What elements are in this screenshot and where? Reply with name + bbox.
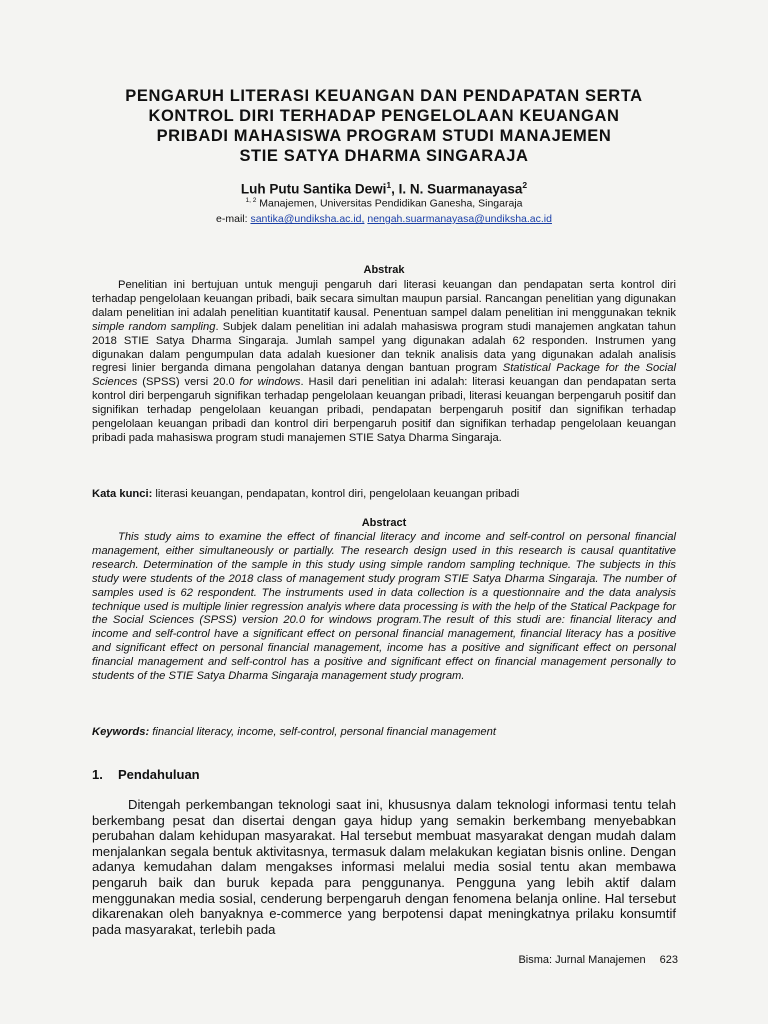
abstract-heading: Abstract xyxy=(361,517,407,529)
abstrak-text: . Subjek dalam penelitian ini adalah mahasiswa program studi manajemen angkatan tahun 2018 STIE Satya Dharma Singaraja. Jumlah sampel yang digunakan adalah 62 responden. Instrumen yang digunakan dalam pengumpulan data adalah kuesioner dan teknik analisis data yang digunakan adalah analisis regresi linier berganda dimana pengolahan datanya dengan bantuan program xyxy=(92,320,677,375)
keywords-label: Keywords: xyxy=(92,726,150,738)
abstract-paragraph xyxy=(92,531,676,684)
abstrak-italic: simple random sampling xyxy=(92,320,216,333)
email-link[interactable]: santika@undiksha.ac.id, xyxy=(250,213,365,225)
keywords xyxy=(92,726,676,738)
page-number: 623 xyxy=(659,954,678,966)
affiliation xyxy=(60,197,708,210)
affiliation-mark: 1, 2 xyxy=(245,197,257,204)
abstrak-italic: Statistical Package for the Social Sciences xyxy=(92,362,676,389)
email-label: e-mail: xyxy=(216,213,251,225)
abstract-text: This study aims to examine the effect of financial literacy and income and self-control on personal financial management, either simultaneously or partially. The research design used in this research is causal quantitative research. Determination of the sample in this study using simple random sampling technique. The subjects in this study were students of the 2018 class of management study program STIE Satya Dharma Singaraja. The number of samples used is 62 respondent. The instruments used in data collection is a questionnaire and the data analysis technique used is multiple linier regression analyis where data processing is with the help of the Statical Packpage for the Social Sciences (SPSS) version 20.0 for windows program.The result of this studi are: financial literacy and income and self-control have a significant effect on personal financial management, financial literacy has a positive and significant effect on personal financial management, income has a positive and significant effect on personal financial management and self-control has a positive and significant effect on financial management personally to students of the STIE Satya Dharma Singaraja management study program. xyxy=(92,531,676,683)
author-affiliation-mark: 2 xyxy=(522,180,528,190)
keywords-text: financial literacy, income, self-control, personal financial management xyxy=(149,726,496,738)
kata-kunci-text: literasi keuangan, pendapatan, kontrol diri, pengelolaan keuangan pribadi xyxy=(152,488,520,500)
abstrak-italic: for windows xyxy=(239,376,301,389)
abstrak-text: . Hasil dari penelitian ini adalah: literasi keuangan dan pendapatan serta kontrol diri berpengaruh signifikan terhadap pengelolaan keuangan pribadi, literasi keuangan berpengaruh positif dan signifikan terhadap pengelolaan keuangan pribadi, pendapatan berpengaruh positif dan signifikan terhadap pengelolaan keuangan pribadi dan kontrol diri berpengaruh positif dan signifikan terhadap pengelolaan keuangan pribadi pada mahasiswa program studi manajemen STIE Satya Dharma Singaraja. xyxy=(92,376,676,444)
body-paragraph xyxy=(92,797,676,937)
section-title: Pendahuluan xyxy=(118,767,200,782)
author-name: Luh Putu Santika Dewi xyxy=(240,181,387,197)
paper-title xyxy=(60,86,708,166)
kata-kunci xyxy=(92,488,676,500)
title-line: KONTROL DIRI TERHADAP PENGELOLAAN KEUANGAN xyxy=(148,107,620,125)
section-heading xyxy=(92,767,200,782)
title-line: STIE SATYA DHARMA SINGARAJA xyxy=(239,147,529,165)
abstrak-paragraph xyxy=(92,279,676,446)
affiliation-text: Manajemen, Universitas Pendidikan Ganesha, Singaraja xyxy=(256,197,523,210)
email-link[interactable]: nengah.suarmanayasa@undiksha.ac.id xyxy=(367,213,552,225)
abstrak-heading: Abstrak xyxy=(363,264,405,276)
section-number: 1. xyxy=(92,767,103,782)
title-line: PRIBADI MAHASISWA PROGRAM STUDI MANAJEMEN xyxy=(156,127,612,145)
abstrak-text: Penelitian ini bertujuan untuk menguji pengaruh dari literasi keuangan dan pendapatan serta kontrol diri terhadap pengelolaan keuangan pribadi, baik secara simultan maupun parsial. Rancangan penelitian yang digunakan dalam penelitian ini adalah penelitian kuantitatif kausal. Penentuan sampel dalam penelitian ini menggunakan teknik xyxy=(92,279,676,319)
email-line xyxy=(60,213,708,225)
kata-kunci-label: Kata kunci: xyxy=(92,488,153,500)
title-line: PENGARUH LITERASI KEUANGAN DAN PENDAPATAN SERTA xyxy=(125,87,643,105)
author-name: I. N. Suarmanayasa xyxy=(398,181,523,197)
abstrak-text: (SPSS) versi 20.0 xyxy=(137,376,240,389)
author-list xyxy=(60,180,708,197)
author-affiliation-mark: 1 xyxy=(386,180,392,190)
journal-name: Bisma: Jurnal Manajemen xyxy=(518,954,646,966)
author-separator: , xyxy=(391,181,399,197)
page-footer xyxy=(518,954,678,966)
body-text: Ditengah perkembangan teknologi saat ini, khususnya dalam teknologi informasi tentu telah berkembang pesat dan disertai dengan gaya hidup yang semakin berkembang menyebabkan perubahan dalam kehidupan masyarakat. Hal tersebut membuat masyarakat dengan mudah dalam menjalankan segala bentuk aktivitasnya, termasuk dalam melakukan kegiatan bisnis online. Dengan adanya kemudahan dalam mengakses informasi melalui media sosial tentu akan membawa pengaruh baik dan buruk kepada para penggunanya. Pengguna yang lebih aktif dalam menggunakan media sosial, cenderung berpengaruh dengan fenomena belanja online. Hal tersebut dikarenakan oleh banyaknya e-commerce yang berpotensi dapat meningkatnya prilaku konsumtif pada masyarakat, terlebih pada xyxy=(92,797,676,937)
